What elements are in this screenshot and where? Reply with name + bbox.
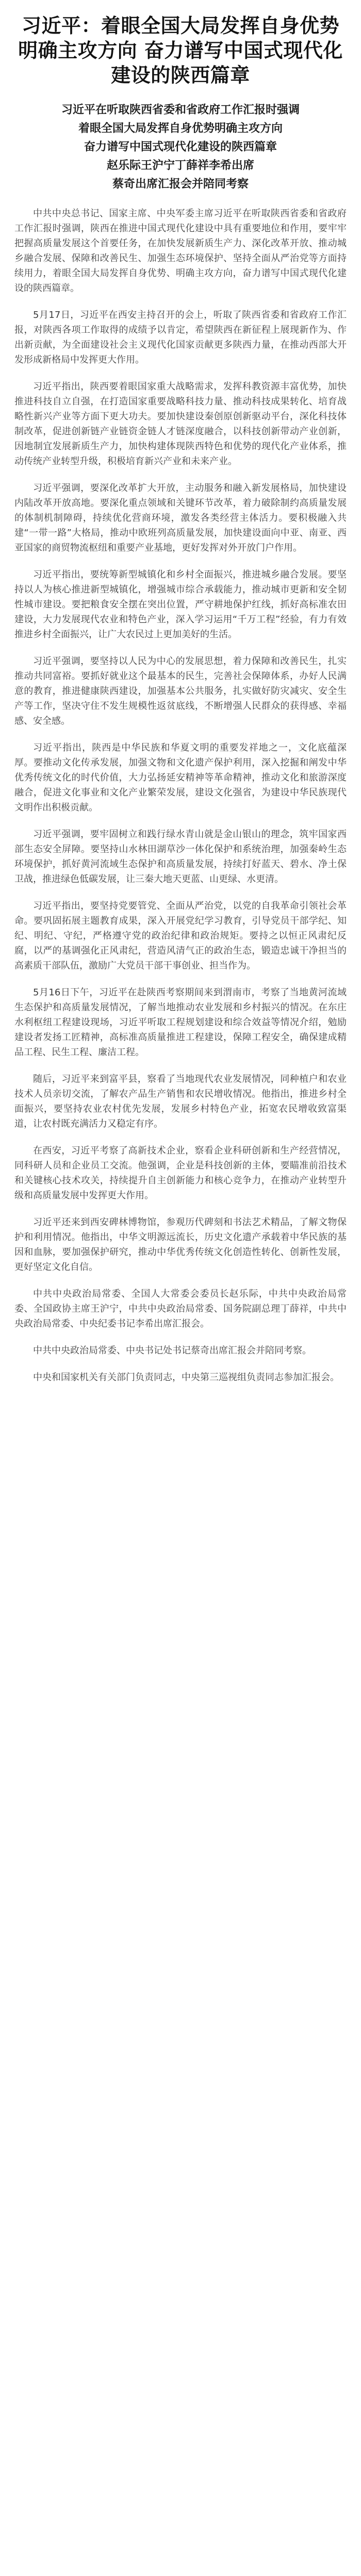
article-paragraph: 习近平指出，要坚持党要管党、全面从严治党，以党的自我革命引领社会革命。要巩固拓展主题教育成果，深入开展党纪学习教育，引导党员干部学纪、知纪、明纪、守纪，严格遵守党的政治纪律和政治规矩。要持之以恒正风肃纪反腐，以严的基调强化正风肃纪，营造风清气正的政治生态，锻造忠诚干净担当的高素质干部队伍，激励广大党员干部干事创业、担当作为。 [14,901,347,971]
article-paragraph: 中共中央政治局常委、中央书记处书记蔡奇出席汇报会并陪同考察。 [33,1345,311,1356]
subtitle-line: 习近平在听取陕西省委和省政府工作汇报时强调 [61,104,300,116]
article-paragraph: 在西安，习近平考察了高新技术企业，察看企业科研创新和生产经营情况，同科研人员和企业员工交流。他强调，企业是科技创新的主体，要瞄准前沿技术和关键核心技术攻关，持续提升自主创新能力和核心竞争力，在推动产业转型升级和高质量发展中发挥更大作用。 [14,1145,347,1201]
subtitle-line: 赵乐际王沪宁丁薛祥李希出席 [106,159,254,172]
article-title: 习近平：着眼全国大局发挥自身优势明确主攻方向 奋力谱写中国式现代化建设的陕西篇章 [18,14,343,87]
article-paragraph: 习近平强调，要深化改革扩大开放，主动服务和融入新发展格局，加快建设内陆改革开放高地。要深化重点领域和关键环节改革，着力破除制约高质量发展的体制机制障碍，持续优化营商环境，激发各类经营主体活力。要积极融入共建“一带一路”大格局，推动中欧班列高质量发展，加快建设面向中亚、南亚、西亚国家的商贸物流枢纽和重要产业基地，更好发挥对外开放门户作用。 [14,483,347,553]
article-paragraph: 中共中央总书记、国家主席、中央军委主席习近平在听取陕西省委和省政府工作汇报时强调，陕西在推进中国式现代化建设中具有重要地位和作用，要牢牢把握高质量发展这个首要任务，在加快发展新质生产力、深化改革开放、推动城乡融合发展、保障和改善民生、加强生态环境保护、坚持全面从严治党等方面持续用力，着眼全国大局发挥自身优势、明确主攻方向，奋力谱写中国式现代化建设的陕西篇章。 [14,208,347,294]
article-paragraph: 5月16日下午，习近平在赴陕西考察期间来到渭南市，考察了当地黄河流域生态保护和高质量发展情况，了解当地推动农业发展和乡村振兴的情况。在东庄水利枢纽工程建设现场，习近平听取工程规划建设和综合效益等情况介绍，勉励建设者发扬工匠精神，高标准高质量推进工程建设，保障工程安全，确保建成精品工程、民生工程、廉洁工程。 [14,987,347,1058]
article-paragraph: 习近平强调，要坚持以人民为中心的发展思想，着力保障和改善民生，扎实推动共同富裕。要抓好就业这个最基本的民生，完善社会保障体系，办好人民满意的教育，推进健康陕西建设，加强基本公共服务，扎实做好防灾减灾、安全生产等工作，坚决守住不发生规模性返贫底线，不断增强人民群众的获得感、幸福感、安全感。 [14,656,347,726]
article-paragraph: 随后，习近平来到富平县，察看了当地现代农业发展情况，同种植户和农业技术人员亲切交流，了解农产品生产销售和农民增收情况。他指出，推进乡村全面振兴，要坚持农业农村优先发展，发展乡村特色产业，拓宽农民增收致富渠道，让农村既充满活力又稳定有序。 [14,1074,347,1129]
subtitle-line: 蔡奇出席汇报会并陪同考察 [112,178,249,191]
article-paragraph: 中共中央政治局常委、全国人大常委会委员长赵乐际，中共中央政治局常委、全国政协主席王沪宁，中共中央政治局常委、国务院副总理丁薛祥，中共中央政治局常委、中央纪委书记李希出席汇报会。 [14,1289,347,1329]
article-paragraph: 习近平指出，陕西要着眼国家重大战略需求，发挥科教资源丰富优势，加快推进科技自立自强，在打造国家重要战略科技力量、推动科技成果转化、培育战略性新兴产业等方面下更大功夫。要加快建设秦创原创新驱动平台，深化科技体制改革，促进创新链产业链资金链人才链深度融合，以科技创新带动产业创新，因地制宜发展新质生产力，加快构建体现陕西特色和优势的现代化产业体系，推动传统产业转型升级，积极培育新兴产业和未来产业。 [14,381,347,467]
article-paragraph: 5月17日，习近平在西安主持召开的会上，听取了陕西省委和省政府工作汇报，对陕西各项工作取得的成绩予以肯定，希望陕西在新征程上展现新作为、作出新贡献，为全面建设社会主义现代化国家贡献更多陕西力量，在推动西部大开发形成新格局中发挥更大作用。 [14,310,347,365]
article-subtitles [14,101,347,194]
article-paragraph: 习近平指出，要统筹新型城镇化和乡村全面振兴，推进城乡融合发展。要坚持以人为核心推进新型城镇化，增强城市综合承载能力，推动城市更新和安全韧性城市建设。要把粮食安全摆在突出位置，严守耕地保护红线，抓好高标准农田建设，大力发展现代农业和特色产业，深入学习运用“千万工程”经验，有力有效推进乡村全面振兴，让广大农民过上更加美好的生活。 [14,569,347,640]
subtitle-line: 奋力谱写中国式现代化建设的陕西篇章 [84,141,277,154]
article-paragraph: 习近平指出，陕西是中华民族和华夏文明的重要发祥地之一，文化底蕴深厚。要推动文化传承发展，加强文物和文化遗产保护利用，深入挖掘和阐发中华优秀传统文化的时代价值，大力弘扬延安精神等革命精神，推动文化和旅游深度融合，促进文化事业和文化产业繁荣发展，建设文化强省，为建设中华民族现代文明作出积极贡献。 [14,742,347,813]
article-paragraph: 中央和国家机关有关部门负责同志，中央第三巡视组负责同志参加汇报会。 [33,1372,339,1383]
article-paragraph: 习近平还来到西安碑林博物馆，参观历代碑刻和书法艺术精品，了解文物保护和利用情况。他指出，中华文明源远流长，历史文化遗产承载着中华民族的基因和血脉，要加强保护研究，推动中华优秀传统文化创造性转化、创新性发展，更好坚定文化自信。 [14,1217,347,1273]
subtitle-line: 着眼全国大局发挥自身优势明确主攻方向 [78,122,283,135]
article-paragraph: 习近平强调，要牢固树立和践行绿水青山就是金山银山的理念，筑牢国家西部生态安全屏障。要坚持山水林田湖草沙一体化保护和系统治理，加强秦岭生态环境保护，抓好黄河流域生态保护和高质量发展，持续打好蓝天、碧水、净土保卫战，推进绿色低碳发展，让三秦大地天更蓝、山更绿、水更清。 [14,829,347,885]
article-body [14,206,347,1385]
